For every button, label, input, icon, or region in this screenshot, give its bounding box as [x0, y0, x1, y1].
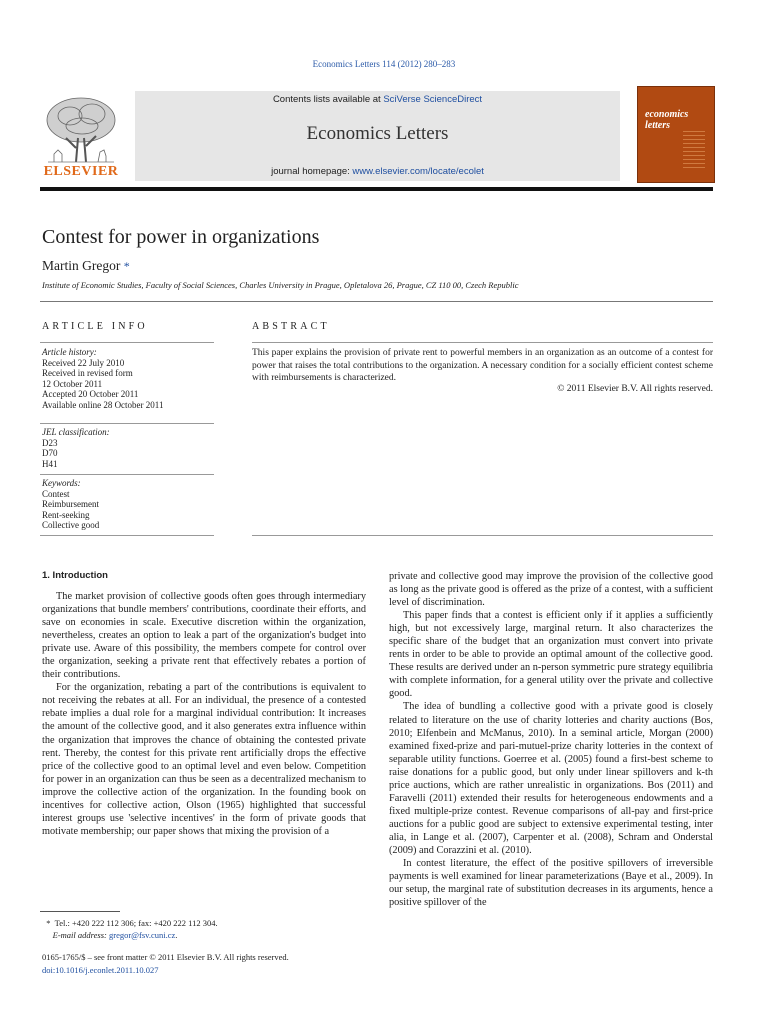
journal-citation[interactable]: Economics Letters 114 (2012) 280–283	[312, 59, 456, 69]
body-column-right	[389, 570, 713, 909]
author-line	[42, 258, 130, 274]
article-title: Contest for power in organizations	[42, 226, 320, 248]
abstract-rule	[252, 342, 713, 343]
abstract-text: This paper explains the provision of private rent to powerful members in an organization as an outcome of a contest for power that raises the total contributions to the organization. A necessary condition for a socially efficient contest scheme with reimbursements is characterized.	[252, 348, 713, 384]
keyword: Rent-seeking	[42, 509, 90, 520]
history-item: 12 October 2011	[42, 378, 103, 389]
author-footnote	[42, 917, 218, 941]
author-affiliation: Institute of Economic Studies, Faculty of Social Sciences, Charles University in Prague, Opletalova 26, Prague, CZ 110 00, Czech Republic	[42, 280, 519, 290]
body-paragraph: The idea of bundling a collective good with a private good is closely related to literature on the use of charity lotteries and charity auctions (Bos, 2010; Elfenbein and McManus, 2010). In a seminal article, Morgan (2000) examined fixed-prize and pari-mutuel-prize charity lotteries in the context of separable utility functions. Goerree et al. (2005) found a first-best scheme to raise donations for a public good, but only under linear spillovers and k-th price auctions, which are rather unrealistic in organizations. Bos (2011) and Faravelli (2011) extended their results for heterogeneous endowments and a fixed multiple-prize contest. Revenue comparisons of all-pay and first-price auctions for a public good are subject to extensive experimental testing, inter alia, in Lange et al. (2007), Carpenter et al. (2008), Schram and Onderstal (2009) and Corazzini et al. (2010).	[389, 701, 713, 856]
jel-heading: JEL classification:	[42, 427, 110, 437]
abstract-copyright: © 2011 Elsevier B.V. All rights reserved.	[557, 384, 713, 394]
front-matter-issn: 0165-1765/$ – see front matter © 2011 Elsevier B.V. All rights reserved.	[42, 952, 289, 962]
body-paragraph: For the organization, rebating a part of the contributions is equivalent to not receiving the rebates at all. For an individual, the presence of a contested rebate implies a dual role for a marginal individual contribution: It increases the amount of the collective good, and it also generates extra influence within the organization that improves the chance of obtaining the contested private rent. Thereby, the contest for this private rent artificially drops the effective price of the collective good to an optimal level and even below. Competition for power in an organization can thus be seen as a decentralized mechanism to improve the collective action of the organization. In the founding book on incentives for collective action, Olson (1965) highlighted that successful interest groups use 'selective incentives' in the form of private goods that motivate membership; our paper shows that mixing the provision of a	[42, 682, 366, 837]
homepage-link[interactable]: www.elsevier.com/locate/ecolet	[352, 166, 484, 177]
body-paragraph: The market provision of collective goods often goes through intermediary organizations that bundle members' contributions, coordinate their efforts, and save on economies in scale. Executive discretion within the organization, nevertheless, creates an option to leak a part of the organization's budget into private use. Aware of this possibility, the members compete for control over the organization, seeking a private rent that effectively rebates a portion of their contributions.	[42, 591, 366, 681]
contents-availability	[135, 94, 620, 105]
abstract-label: ABSTRACT	[252, 321, 330, 332]
footnote-contact: Tel.: +420 222 112 306; fax: +420 222 112 304.	[54, 918, 218, 928]
author-email-link[interactable]: gregor@fsv.cuni.cz	[108, 930, 176, 940]
front-matter	[42, 951, 289, 976]
header-rule	[40, 187, 713, 191]
body-paragraph: This paper finds that a contest is efficient only if it applies a sufficiently high, but not excessively large, marginal return. It also characterizes the specific share of the budget that an organization must convert into private rents in order to be able to provide an optimal amount of the collective good. These results are derived under an n-person symmetric pure strategy equilibria with complete information, for a general utility over the private and collective good.	[389, 610, 713, 700]
history-item: Received in revised form	[42, 368, 133, 379]
info-rule	[40, 535, 214, 536]
info-rule	[40, 342, 214, 343]
contents-prefix: Contents lists available at	[272, 94, 384, 105]
keywords-heading: Keywords:	[42, 478, 81, 488]
article-history	[42, 347, 163, 411]
cover-decoration	[683, 131, 705, 171]
body-paragraph: private and collective good may improve the provision of the collective good as long as the private good is offered as the prize of a contest, with a sufficient level of discrimination.	[389, 571, 713, 609]
keyword: Contest	[42, 488, 70, 499]
homepage-prefix: journal homepage:	[271, 166, 353, 177]
footnote-email-line: E-mail address: gregor@fsv.cuni.cz.	[52, 930, 178, 940]
sciencedirect-link[interactable]: SciVerse ScienceDirect	[383, 94, 483, 105]
journal-name: Economics Letters	[306, 123, 449, 144]
journal-cover-thumbnail[interactable]	[637, 86, 715, 183]
jel-code: D23	[42, 437, 58, 448]
keyword: Reimbursement	[42, 499, 99, 510]
history-item: Accepted 20 October 2011	[42, 389, 139, 400]
cover-title	[645, 109, 688, 131]
email-label: E-mail address:	[52, 930, 107, 940]
info-rule	[40, 423, 214, 424]
jel-code: D70	[42, 448, 58, 459]
keyword: Collective good	[42, 520, 100, 531]
footnote-mark: *	[46, 918, 51, 928]
section-heading: 1. Introduction	[42, 570, 108, 581]
footnote-rule	[40, 911, 120, 912]
cover-title-line-2: letters	[645, 120, 670, 131]
jel-classification	[42, 427, 110, 469]
abstract-rule	[252, 535, 713, 536]
article-info-label: ARTICLE INFO	[42, 321, 148, 332]
body-column-left	[42, 590, 366, 838]
keywords	[42, 478, 99, 531]
author-footnote-mark[interactable]: *	[123, 259, 130, 273]
doi-link[interactable]: doi:10.1016/j.econlet.2011.10.027	[42, 964, 159, 975]
info-rule	[40, 474, 214, 475]
cover-title-line-1: economics	[645, 109, 689, 120]
body-paragraph: In contest literature, the effect of the positive spillovers of irreversible payments is well examined for linear parameterizations (Baye et al., 2009). In our setup, the marginal rate of substitution decreases in its arguments, hence a positive spillover of the	[389, 858, 713, 909]
footnote-contact-line	[42, 917, 218, 929]
history-heading: Article history:	[42, 347, 97, 357]
title-rule	[40, 301, 713, 302]
jel-code: H41	[42, 458, 58, 469]
history-item: Available online 28 October 2011	[42, 399, 164, 410]
journal-homepage	[135, 166, 620, 177]
history-item: Received 22 July 2010	[42, 357, 125, 368]
author-name: Martin Gregor	[42, 258, 121, 273]
elsevier-wordmark: ELSEVIER	[43, 164, 119, 179]
